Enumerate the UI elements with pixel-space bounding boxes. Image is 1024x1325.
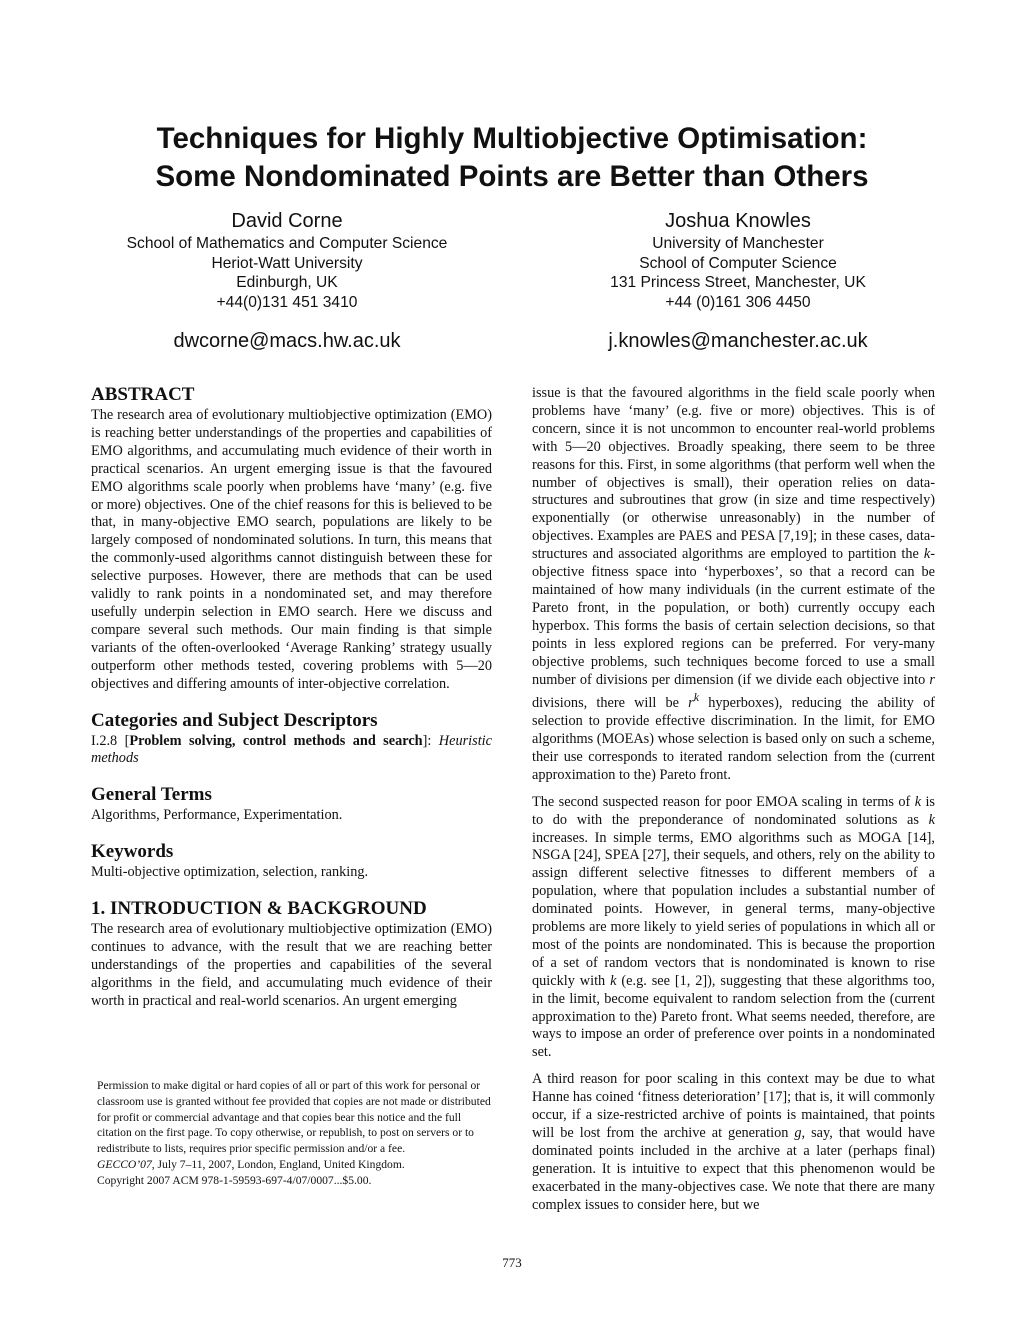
- text-run: The second suspected reason for poor EMOA scaling in terms of: [532, 793, 915, 810]
- author-affiliation: School of Computer Science: [639, 254, 837, 272]
- categories-code: I.2.8 [: [91, 732, 130, 749]
- keywords-text: Multi-objective optimization, selection, ranking.: [91, 864, 369, 881]
- math-superscript: k: [693, 690, 700, 705]
- paper-title: [0, 120, 1024, 196]
- general-terms-heading: General Terms: [91, 784, 212, 806]
- right-column: [532, 385, 935, 1215]
- math-var: k: [610, 972, 617, 989]
- abstract-text: The research area of evolutionary multiobjective optimization (EMO) is reaching better understandings of the properties and capabilities of EMO algorithms, and accumulating much evidence of their worth in practical scenarios. An urgent emerging issue is that the favoured EMO algorithms scale poorly when problems have ‘many’ (e.g. five or more) objectives. One of the chief reasons for this is believed to be that, in many-objective EMO search, populations are likely to be largely composed of nondominated solutions. In turn, this means that the commonly-used algorithms cannot distinguish between these for selective purposes. However, there are methods that can be used validly to rank points in a nondominated set, and may therefore usefully underpin selection in EMO search. Here we discuss and compare several such methods. Our main finding is that simple variants of the often-overlooked ‘Average Ranking’ strategy usually outperform other methods tested, covering problems with 5—20 objectives and differing amounts of inter-objective correlation.: [91, 407, 492, 692]
- conference-details: , July 7–11, 2007, London, England, United Kingdom.: [151, 1157, 405, 1171]
- text-run: issue is that the favoured algorithms in the field scale poorly when problems have ‘many’ (e.g. five or more) objectives. This is of concern, since it is not uncommon to encounter real-world problems with 5—20 objectives. Broadly speaking, there seem to be three reasons for this. First, in some algorithms (that perform well when the number of objectives is small), their operation relies on data-structures and subroutines that grow (in size and time respectively) exponentially (or otherwise unreasonably) in the number of objectives. Examples are PAES and PESA [7,19]; in these cases, data-structures and associated algorithms are employed to partition the: [532, 385, 935, 563]
- title-line-2: Some Nondominated Points are Better than Others: [155, 160, 869, 193]
- conference-name: GECCO’07: [97, 1157, 152, 1171]
- text-run: increases. In simple terms, EMO algorithms such as MOGA [14], NSGA [24], SPEA [27], their sequels, and others, rely on the ability to assign different selective fitnesses to different members of a population, where that population includes a substantial number of dominated points. However, in general terms, many-objective problems are more likely to yield series of populations in which all or most of the points are nondominated. This is because the proportion of a set of random vectors that is nondominated is known to rise quickly with: [532, 829, 935, 989]
- intro-heading: 1. INTRODUCTION & BACKGROUND: [91, 898, 427, 920]
- text-run: (e.g. see [1, 2]), suggesting that these algorithms too, in the limit, become equivalent to random selection from the (current approximation to the) Pareto front. What seems needed, therefore, are ways to impose an order of preference over points in a nondominated set.: [532, 972, 936, 1061]
- keywords-heading: Keywords: [91, 841, 174, 863]
- math-var: r: [688, 695, 694, 712]
- permission-text: Permission to make digital or hard copies of all or part of this work for personal or classroom use is granted without fee provided that copies are not made or distributed for profit or commercial advantage and that copies bear this notice and the full citation on the first page. To copy otherwise, or republish, to post on servers or to redistribute to lists, requires prior specific permission and/or a fee.: [97, 1079, 491, 1156]
- title-line-1: Techniques for Highly Multiobjective Optimisation:: [156, 122, 868, 155]
- author-block-1: [97, 208, 477, 354]
- author-affiliation: Heriot-Watt University: [211, 254, 363, 272]
- abstract-heading: ABSTRACT: [91, 384, 195, 405]
- categories-separator: ]:: [422, 732, 439, 749]
- author-address: 131 Princess Street, Manchester, UK: [610, 274, 866, 291]
- text-run: divisions, there will be: [532, 695, 689, 712]
- author-name: David Corne: [231, 210, 343, 232]
- copyright-line: Copyright 2007 ACM 978-1-59593-697-4/07/0007...$5.00.: [97, 1173, 372, 1187]
- author-block-2: [548, 208, 928, 354]
- author-affiliation: Edinburgh, UK: [236, 274, 338, 291]
- text-run: , say, that would have dominated points included in the archive at a later (perhaps final) generation. It is intuitive to expect that this phenomenon would be exacerbated in the many-objectives case. We note that there are many complex issues to consider here, but we: [532, 1125, 935, 1213]
- categories-heading: Categories and Subject Descriptors: [91, 709, 378, 731]
- paragraph-1: [532, 385, 935, 785]
- paragraph-3: [532, 1071, 935, 1214]
- categories-italic: Heuristic methods: [91, 732, 492, 767]
- left-column: [91, 383, 492, 1011]
- math-var: k: [923, 546, 931, 563]
- author-affiliation: School of Mathematics and Computer Science: [126, 235, 448, 252]
- text-run: -objective fitness space into ‘hyperboxes’, so that a record can be maintained of how many individuals (in the current estimate of the Pareto front, in the population, or both) currently occupy each hyperbox. This forms the basis of certain selection decisions, so that points in less explored regions can be preferred. For very-many objective problems, such techniques become forced to use a small number of divisions per dimension (if we divide each objective into: [532, 546, 935, 688]
- author-phone: +44 (0)161 306 4450: [665, 293, 811, 311]
- permission-notice: [97, 1078, 491, 1189]
- categories-bold: Problem solving, control methods and search: [129, 732, 423, 749]
- author-phone: +44(0)131 451 3410: [216, 293, 358, 311]
- author-email[interactable]: dwcorne@macs.hw.ac.uk: [173, 330, 401, 352]
- text-run: hyperboxes), reducing the ability of selection to provide effective discrimination. In the limit, for EMO algorithms (MOEAs) whose selection is based only on such a scheme, their use corresponds to iterated random selection from the (current approximation to the) Pareto front.: [532, 695, 935, 783]
- author-affiliation: University of Manchester: [652, 235, 824, 252]
- author-name: Joshua Knowles: [665, 210, 811, 232]
- intro-text: The research area of evolutionary multiobjective optimization (EMO) continues to advance, with the result that we are reaching better understandings of the properties and capabilities of the several algorithms in the field, and accumulating much evidence of their worth in practical and real-world scenarios. An urgent emerging: [91, 921, 492, 1009]
- conference-line: [97, 1157, 491, 1173]
- author-email[interactable]: j.knowles@manchester.ac.uk: [608, 330, 868, 352]
- text-run: is to do with the preponderance of nondominated solutions as: [532, 793, 935, 828]
- categories-text: [91, 733, 492, 769]
- paragraph-2: [532, 794, 935, 1063]
- math-var: k: [928, 811, 935, 828]
- math-var: k: [914, 793, 922, 810]
- general-terms-text: Algorithms, Performance, Experimentation.: [91, 807, 343, 824]
- page-number: 773: [502, 1255, 522, 1270]
- math-var: g: [794, 1125, 802, 1142]
- math-var: r: [929, 671, 935, 688]
- text-run: A third reason for poor scaling in this context may be due to what Hanne has coined ‘fitness deterioration’ [17]; that is, it will commonly occur, if a size-restricted archive of points is maintained, that points will be lost from the archive at generation: [532, 1071, 935, 1142]
